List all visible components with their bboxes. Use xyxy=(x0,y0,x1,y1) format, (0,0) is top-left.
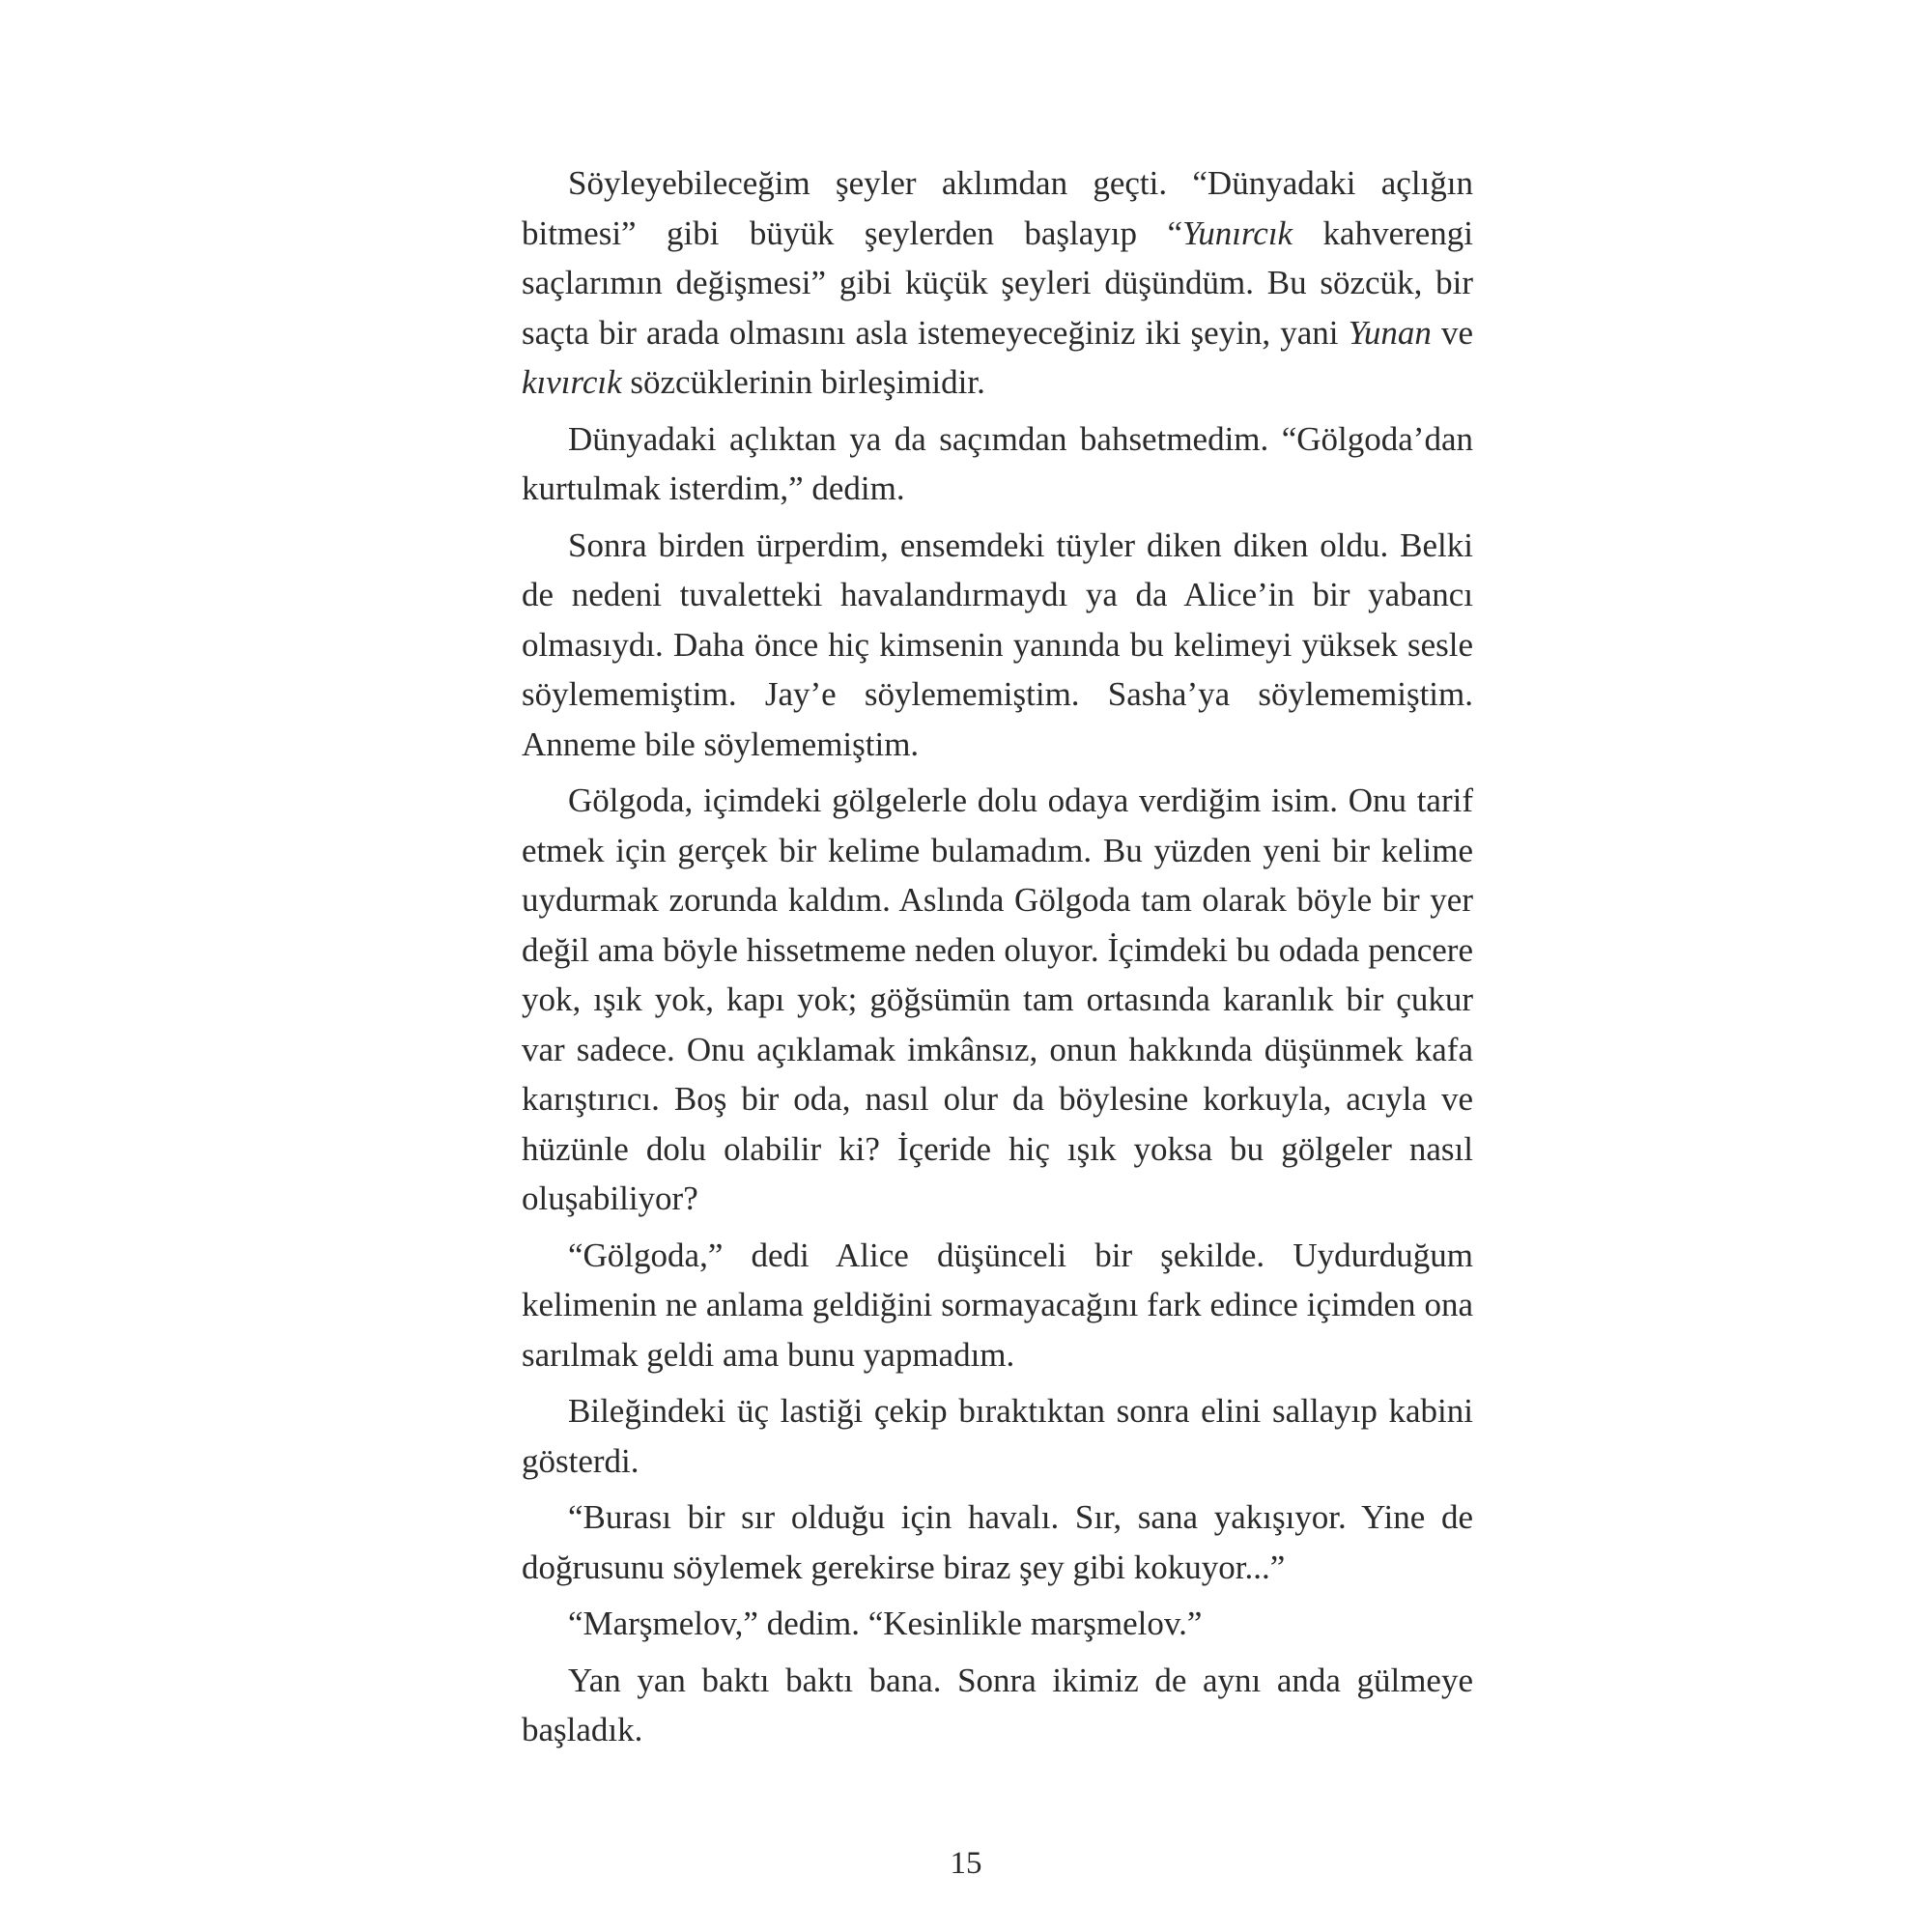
paragraph: Dünyadaki açlıktan ya da saçımdan bahsetmedim. “Gölgoda’dan kurtulmak isterdim,” dedim. xyxy=(522,419,1473,507)
paragraph: “Gölgoda,” dedi Alice düşünceli bir şekilde. Uydurduğum kelimenin ne anlama geldiğini sormayacağını fark edince içimden ona sarılmak geldi ama bunu yapmadım. xyxy=(522,1236,1473,1374)
paragraph: Bileğindeki üç lastiği çekip bıraktıktan sonra elini sallayıp kabini gösterdi. xyxy=(522,1392,1473,1480)
paragraph: Sonra birden ürperdim, ensemdeki tüyler diken diken oldu. Belki de nedeni tuvaletteki havalandırmaydı ya da Alice’in bir yabancı olmasıydı. Daha önce hiç kimsenin yanında bu kelimeyi yüksek sesle söylememiştim. Jay’e söylememiştim. Sasha’ya söylememiştim. Anneme bile söylememiştim. xyxy=(522,526,1473,763)
page-number: 15 xyxy=(950,1846,982,1881)
paragraph: Gölgoda, içimdeki gölgelerle dolu odaya verdiğim isim. Onu tarif etmek için gerçek bir kelime bulamadım. Bu yüzden yeni bir kelime uydurmak zorunda kaldım. Aslında Gölgoda tam olarak böyle bir yer değil ama böyle hissetmeme neden oluyor. İçimdeki bu odada pencere yok, ışık yok, kapı yok; göğsümün tam ortasında karanlık bir çukur var sadece. Onu açıklamak imkânsız, onun hakkında düşünmek kafa karıştırıcı. Boş bir oda, nasıl olur da böylesine korkuyla, acıyla ve hüzünle dolu olabilir ki? İçeride hiç ışık yoksa bu gölgeler nasıl oluşabiliyor? xyxy=(522,781,1473,1217)
paragraph: “Burası bir sır olduğu için havalı. Sır, sana yakışıyor. Yine de doğrusunu söylemek gerekirse biraz şey gibi kokuyor...” xyxy=(522,1498,1473,1586)
paragraph: “Marşmelov,” dedim. “Kesinlikle marşmelov.” xyxy=(568,1605,1203,1642)
body-text xyxy=(522,158,1473,1762)
paragraph: Söyleyebileceğim şeyler aklımdan geçti. “Dünyadaki açlığın bitmesi” gibi büyük şeylerden başlayıp “Yunırcık kahverengi saçlarımın değişmesi” gibi küçük şeyleri düşündüm. Bu sözcük, bir saçta bir arada olmasını asla istemeyeceğiniz iki şeyin, yani Yunan ve kıvırcık sözcüklerinin birleşimidir. xyxy=(522,164,1474,401)
paragraph: Yan yan baktı baktı bana. Sonra ikimiz de aynı anda gülmeye başladık. xyxy=(522,1661,1473,1748)
